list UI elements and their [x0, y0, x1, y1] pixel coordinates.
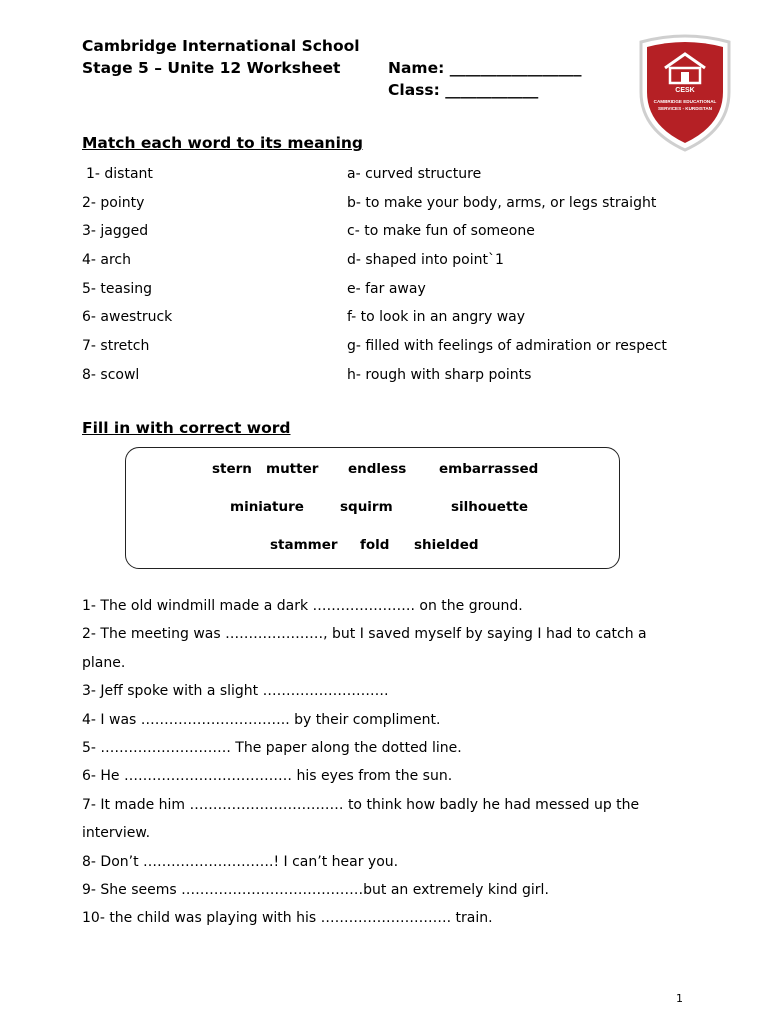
match-row — [82, 164, 722, 193]
logo-line-1: CAMBRIDGE EDUCATIONAL — [653, 99, 717, 104]
match-meaning: h- rough with sharp points — [347, 366, 532, 383]
match-word: 3- jagged — [82, 223, 149, 240]
word-bank-item: stern — [212, 461, 252, 477]
word-bank-item: shielded — [414, 537, 479, 553]
sentence-item: 3- Jeff spoke with a slight ……………………… — [82, 683, 389, 700]
sentence-item: 4- I was ………………………….. by their compliment. — [82, 711, 441, 728]
match-list — [82, 164, 722, 394]
match-row — [82, 279, 722, 308]
match-word: 8- scowl — [82, 366, 140, 383]
logo-line-2: SERVICES - KURDISTAN — [658, 106, 712, 111]
word-bank-item: embarrassed — [439, 461, 539, 477]
word-bank-item: squirm — [340, 499, 393, 515]
shield-logo-icon — [637, 32, 733, 152]
match-word: 1- distant — [86, 166, 153, 182]
match-word: 2- pointy — [82, 194, 145, 211]
match-row — [82, 193, 722, 222]
word-bank-item: fold — [360, 537, 390, 553]
word-bank — [125, 447, 620, 569]
match-word: 7- stretch — [82, 338, 150, 355]
logo-acronym: CESK — [675, 87, 695, 94]
match-meaning: c- to make fun of someone — [347, 223, 535, 240]
name-field-label: Name: _________________ — [388, 59, 582, 77]
word-bank-item: stammer — [270, 537, 338, 553]
page-number: 1 — [676, 992, 683, 1005]
match-section-title: Match each word to its meaning — [82, 134, 364, 152]
sentence-item: 10- the child was playing with his ………………………. train. — [82, 910, 493, 927]
word-bank-item: mutter — [266, 461, 319, 477]
match-meaning: d- shaped into point`1 — [347, 252, 504, 269]
word-bank-item: endless — [348, 461, 407, 477]
sentence-item: 5- ………………………. The paper along the dotted line. — [82, 740, 462, 757]
school-name: Cambridge International School — [82, 37, 360, 55]
school-logo — [637, 32, 733, 152]
match-word: 5- teasing — [82, 280, 153, 297]
match-row — [82, 365, 722, 394]
match-meaning: b- to make your body, arms, or legs straight — [347, 194, 657, 211]
match-row — [82, 307, 722, 336]
word-bank-item: miniature — [230, 499, 304, 515]
match-meaning: e- far away — [347, 280, 426, 297]
match-row — [82, 221, 722, 250]
sentence-item: 8- Don’t ……………………….! I can’t hear you. — [82, 853, 399, 870]
match-meaning: a- curved structure — [347, 166, 482, 182]
word-bank-item: silhouette — [451, 499, 529, 515]
sentence-item: 7- It made him …………………………… to think how badly he had messed up the interview. — [82, 796, 640, 842]
class-field-label: Class: ____________ — [388, 81, 539, 99]
sentence-item: 9- She seems …………………………………but an extremely kind girl. — [82, 882, 549, 899]
match-meaning: f- to look in an angry way — [347, 309, 526, 326]
match-word: 6- awestruck — [82, 309, 173, 326]
worksheet-title: Stage 5 – Unite 12 Worksheet — [82, 59, 341, 77]
match-word: 4- arch — [82, 252, 132, 269]
match-row — [82, 250, 722, 279]
sentence-list — [82, 592, 692, 933]
match-meaning: g- filled with feelings of admiration or respect — [347, 338, 667, 355]
sentence-item: 2- The meeting was …………………, but I saved myself by saying I had to catch a plane. — [82, 626, 647, 671]
sentence-item: 1- The old windmill made a dark …………………. on the ground. — [82, 598, 523, 614]
sentence-item: 6- He ……………………………… his eyes from the sun. — [82, 768, 453, 785]
fill-section-title: Fill in with correct word — [82, 419, 291, 437]
match-row — [82, 336, 722, 365]
